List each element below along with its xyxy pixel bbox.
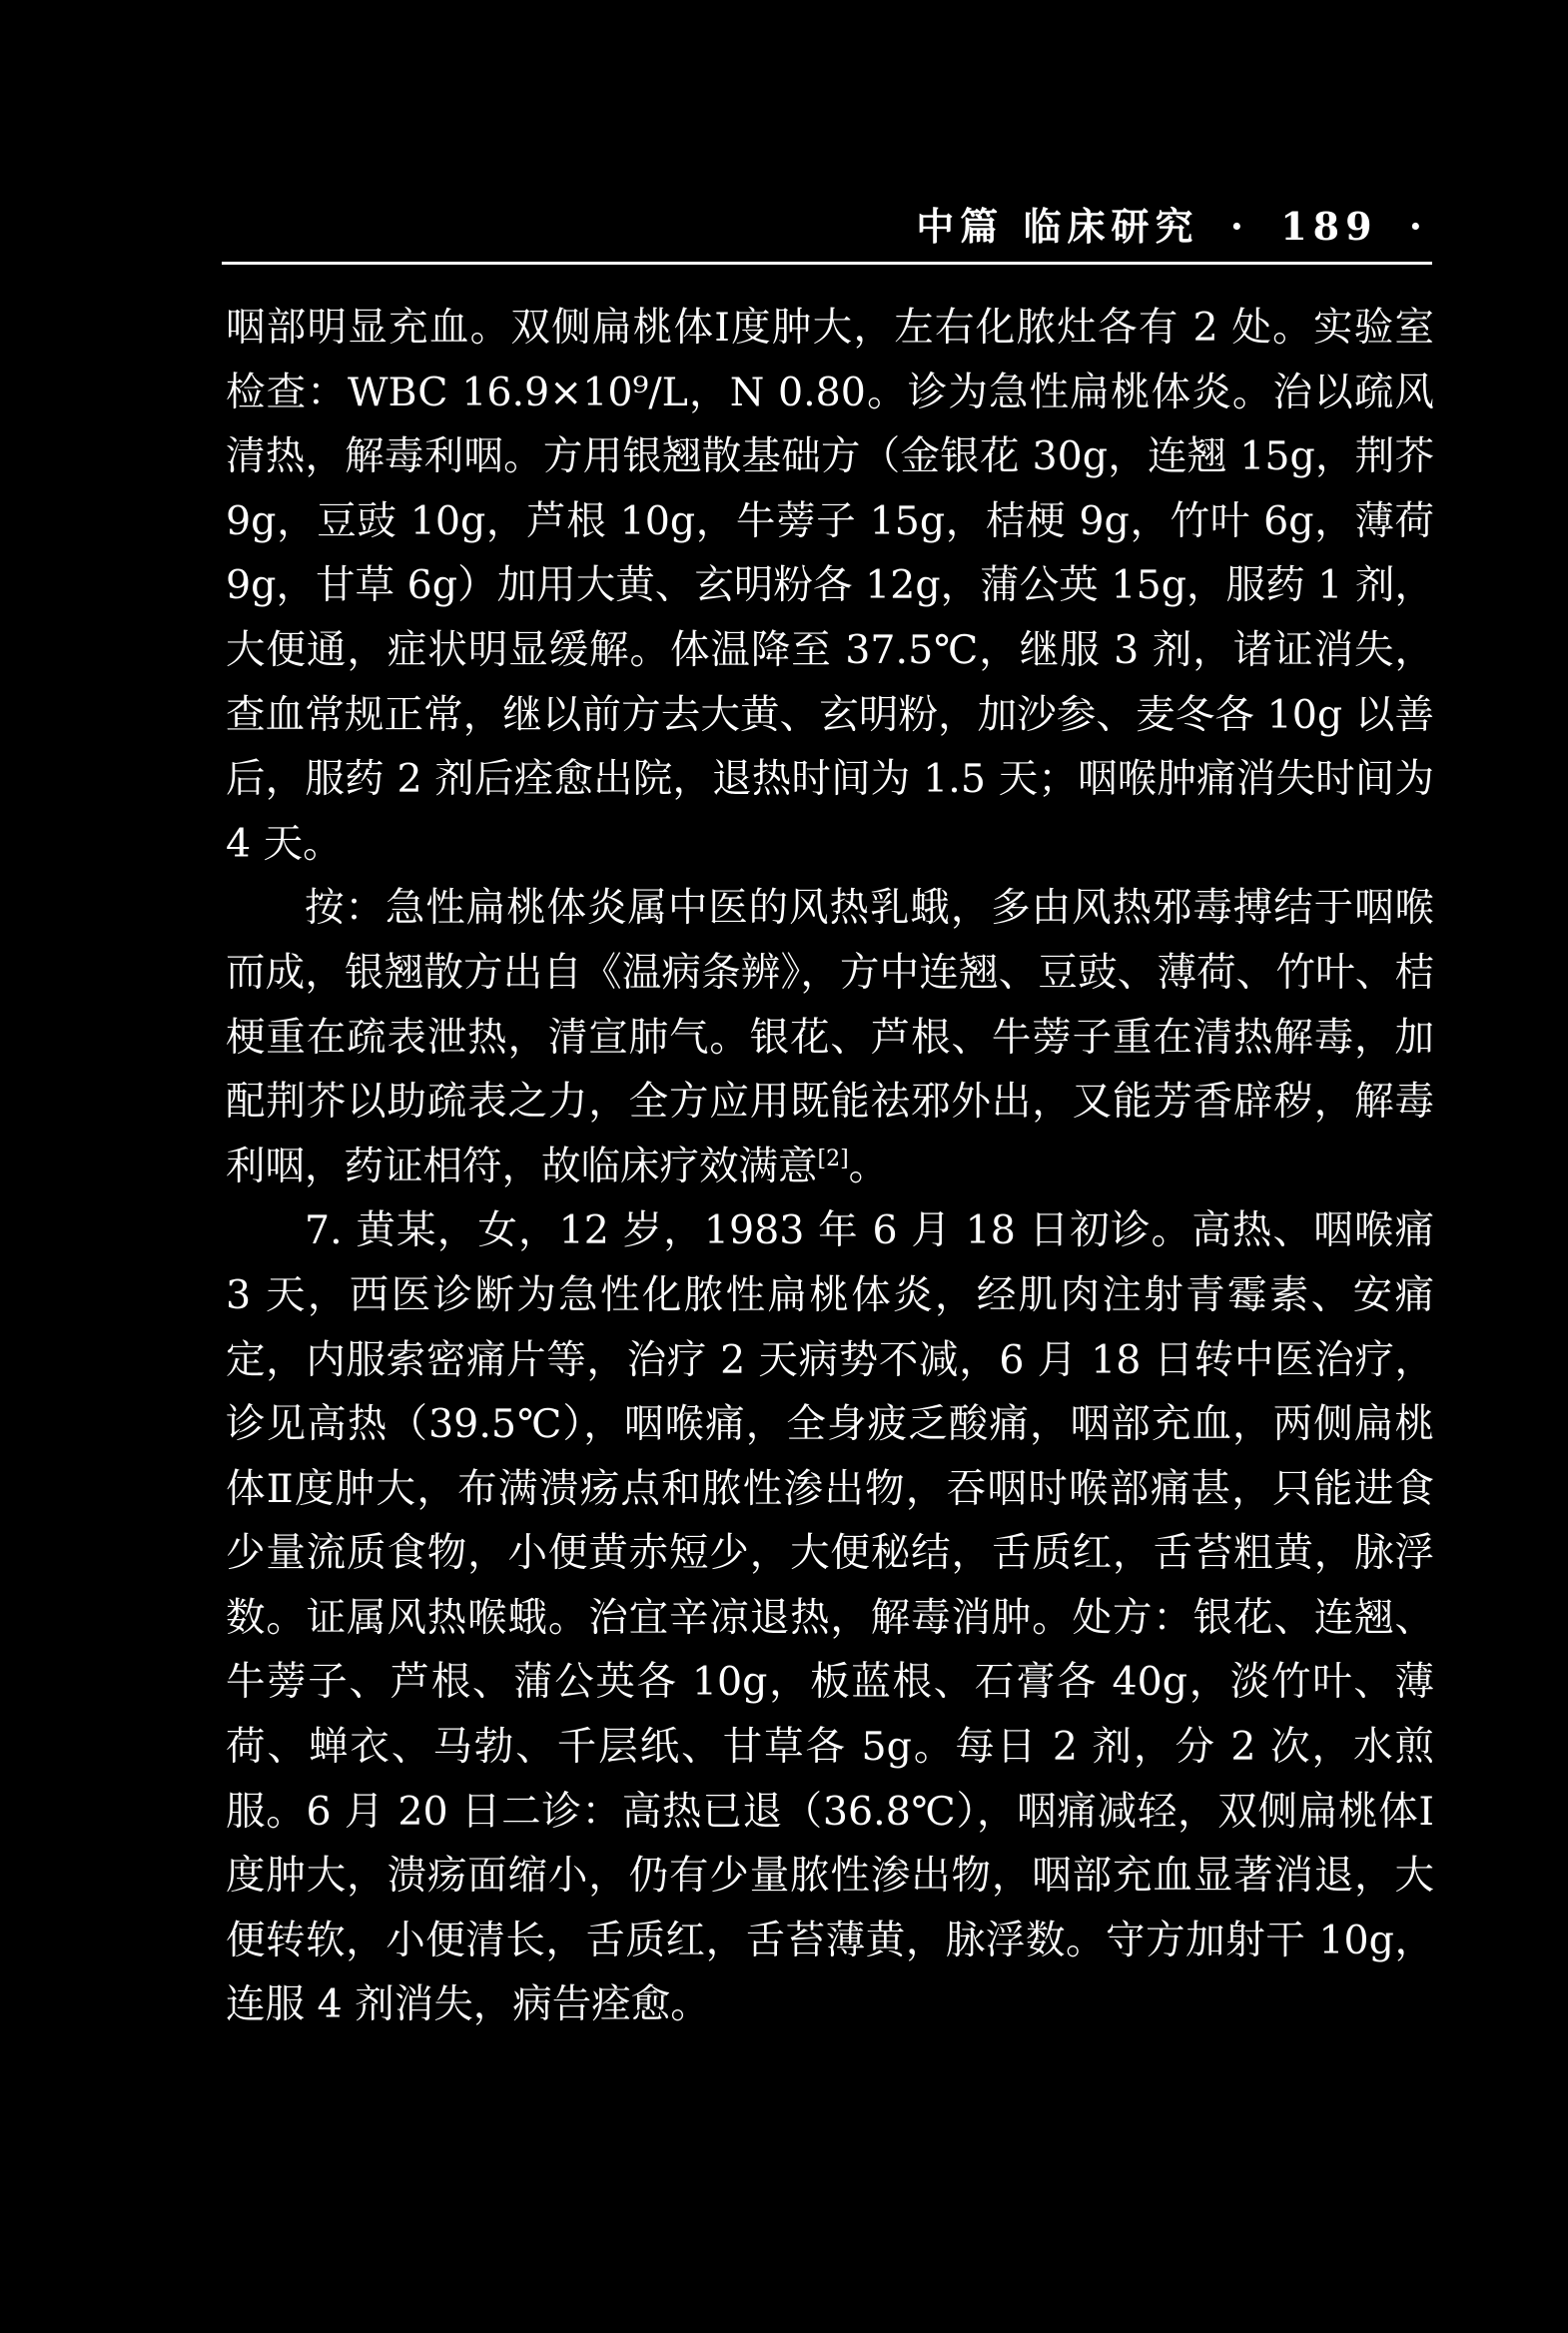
running-header xyxy=(916,196,1440,251)
header-rule xyxy=(222,262,1432,265)
page-number: 189 xyxy=(1280,204,1378,249)
paragraph-case-7: 7. 黄某，女，12 岁，1983 年 6 月 18 日初诊。高热、咽喉痛 3 天，西医诊断为急性化脓性扁桃体炎，经肌肉注射青霉素、安痛定，内服索密痛片等，治疗 2 天病势不减，6 月 18 日转中医治疗，诊见高热（39.5℃），咽喉痛，全身疲乏酸痛，咽部充血，两侧扁桃体Ⅱ度肿大，布满溃疡点和脓性渗出物，吞咽时喉部痛甚，只能进食少量流质食物，小便黄赤短少，大便秘结，舌质红，舌苔粗黄，脉浮数。证属风热喉蛾。治宜辛凉退热，解毒消肿。处方：银花、连翘、牛蒡子、芦根、蒲公英各 10g，板蓝根、石膏各 40g，淡竹叶、薄荷、蝉衣、马勃、千层纸、甘草各 5g。每日 2 剂，分 2 次，水煎服。6 月 20 日二诊：高热已退（36.8℃），咽痛减轻，双侧扁桃体Ⅰ度肿大，溃疡面缩小，仍有少量脓性渗出物，咽部充血显著消退，大便转软，小便清长，舌质红，舌苔薄黄，脉浮数。守方加射干 10g，连服 4 剂消失，病告痊愈。 xyxy=(226,1207,1434,2028)
separator-left: · xyxy=(1229,204,1249,249)
commentary-tail: 。 xyxy=(848,1143,889,1189)
paragraph-commentary xyxy=(226,876,1434,1198)
citation-ref: [2] xyxy=(817,1146,849,1171)
separator-right: · xyxy=(1408,204,1428,249)
journal-section-title: 中篇 临床研究 xyxy=(916,204,1199,249)
body-text xyxy=(226,296,1434,2037)
paragraph-case-continuation: 咽部明显充血。双侧扁桃体Ⅰ度肿大，左右化脓灶各有 2 处。实验室检查：WBC 16.9×10⁹/L，N 0.80。诊为急性扁桃体炎。治以疏风清热，解毒利咽。方用银翘散基础方（金银花 30g，连翘 15g，荆芥 9g，豆豉 10g，芦根 10g，牛蒡子 15g，桔梗 9g，竹叶 6g，薄荷 9g，甘草 6g）加用大黄、玄明粉各 12g，蒲公英 15g，服药 1 剂，大便通，症状明显缓解。体温降至 37.5℃，继服 3 剂，诸证消失，查血常规正常，继以前方去大黄、玄明粉，加沙参、麦冬各 10g 以善后，服药 2 剂后痊愈出院，退热时间为 1.5 天；咽喉肿痛消失时间为 4 天。 xyxy=(226,305,1434,867)
commentary-text: 按：急性扁桃体炎属中医的风热乳蛾，多由风热邪毒搏结于咽喉而成，银翘散方出自《温病条辨》，方中连翘、豆豉、薄荷、竹叶、桔梗重在疏表泄热，清宣肺气。银花、芦根、牛蒡子重在清热解毒，加配荆芥以助疏表之力，全方应用既能祛邪外出，又能芳香辟秽，解毒利咽，药证相符，故临床疗效满意 xyxy=(226,885,1434,1189)
